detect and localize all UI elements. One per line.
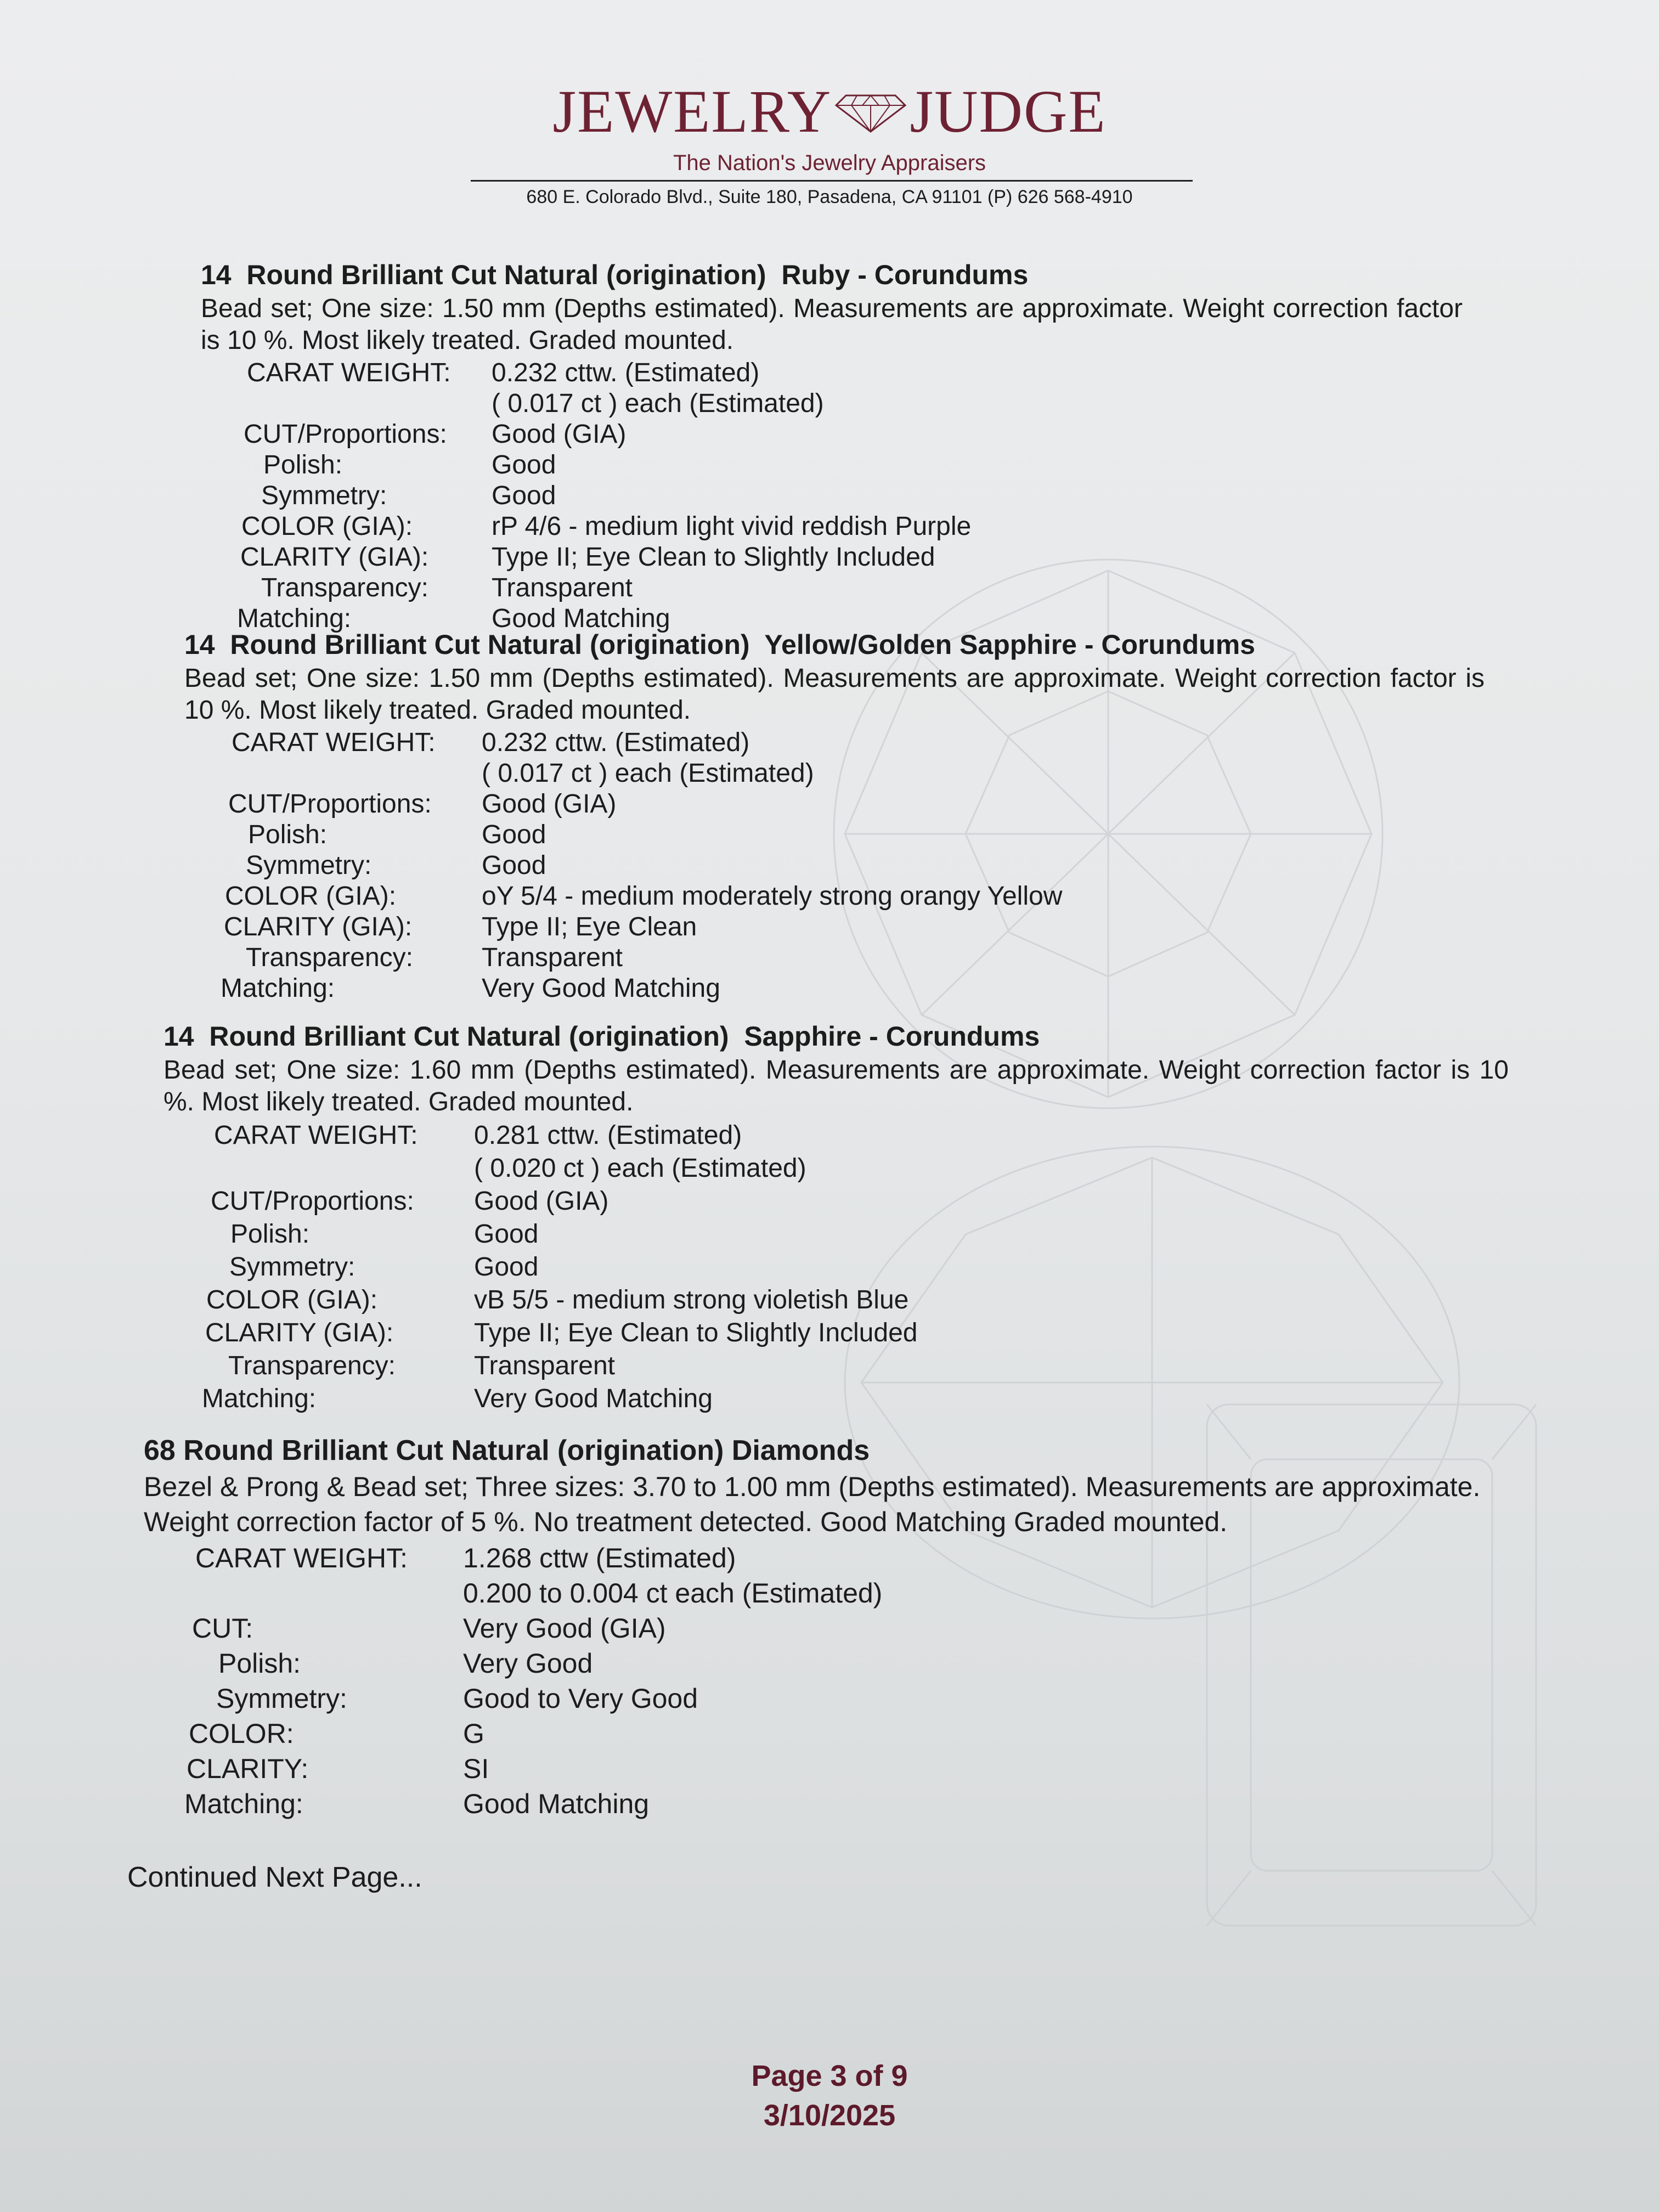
tagline: The Nation's Jewelry Appraisers xyxy=(673,151,986,175)
value-clarity: Type II; Eye Clean to Slightly Included xyxy=(474,1318,918,1347)
value-transparency: Transparent xyxy=(474,1351,616,1380)
label-blank xyxy=(184,758,482,789)
label-blank xyxy=(163,1152,474,1185)
page-number: Page 3 of 9 xyxy=(751,2059,908,2092)
value-color: vB 5/5 - medium strong violetish Blue xyxy=(474,1285,909,1314)
value-clarity: SI xyxy=(463,1753,489,1784)
label-transparency: Transparency: xyxy=(228,1351,396,1380)
company-address: 680 E. Colorado Blvd., Suite 180, Pasadena, CA 91101 (P) 626 568-4910 xyxy=(526,187,1133,207)
value-color: rP 4/6 - medium light vivid reddish Purple xyxy=(492,512,972,541)
label-polish: Polish: xyxy=(263,450,343,479)
label-symmetry: Symmetry: xyxy=(246,851,372,880)
value-transparency: Transparent xyxy=(482,943,623,972)
gem-section-diamonds xyxy=(144,1434,1510,1821)
logo-text-left: JEWELRY xyxy=(552,78,832,145)
value-clarity: Type II; Eye Clean xyxy=(482,912,697,941)
label-blank xyxy=(201,388,492,419)
value-carat-weight: 0.232 cttw. (Estimated) xyxy=(492,358,760,387)
section-title: 68 Round Brilliant Cut Natural (origination) Diamonds xyxy=(144,1435,870,1466)
logo-text-right: JUDGE xyxy=(910,78,1107,145)
section-title: 14 Round Brilliant Cut Natural (origination) Ruby - Corundums xyxy=(201,259,1029,290)
label-transparency: Transparency: xyxy=(246,943,414,972)
label-clarity: CLARITY (GIA): xyxy=(224,912,413,941)
label-matching: Matching: xyxy=(221,974,335,1003)
section-description: Bead set; One size: 1.60 mm (Depths estimated). Measurements are approximate. Weight correction factor is 10 %. Most likely treated. Graded mounted. xyxy=(163,1056,1509,1116)
label-matching: Matching: xyxy=(184,1788,303,1819)
value-symmetry: Good xyxy=(474,1252,539,1282)
label-clarity: CLARITY (GIA): xyxy=(205,1318,394,1347)
header-rule xyxy=(471,180,1193,182)
label-carat-weight: CARAT WEIGHT: xyxy=(195,1543,408,1573)
value-color: oY 5/4 - medium moderately strong orangy Yellow xyxy=(482,882,1063,911)
label-cut: CUT/Proportions: xyxy=(228,789,432,819)
label-polish: Polish: xyxy=(218,1648,301,1679)
label-matching: Matching: xyxy=(237,604,352,633)
value-each-weight: 0.200 to 0.004 ct each (Estimated) xyxy=(463,1578,883,1609)
value-carat-weight: 0.281 cttw. (Estimated) xyxy=(474,1121,742,1150)
label-clarity: CLARITY (GIA): xyxy=(240,543,429,572)
section-description: Bead set; One size: 1.50 mm (Depths estimated). Measurements are approximate. Weight correction factor is 10 %. Most likely treated. Graded mounted. xyxy=(201,294,1463,355)
gem-section-ruby xyxy=(201,259,1463,634)
value-cut: Good (GIA) xyxy=(474,1187,609,1216)
letterhead xyxy=(0,77,1659,176)
label-polish: Polish: xyxy=(248,820,328,849)
value-cut: Good (GIA) xyxy=(482,789,617,819)
label-symmetry: Symmetry: xyxy=(229,1252,356,1282)
report-date: 3/10/2025 xyxy=(763,2099,896,2132)
value-matching: Good Matching xyxy=(463,1788,650,1819)
value-symmetry: Good xyxy=(482,851,546,880)
label-matching: Matching: xyxy=(202,1384,317,1413)
label-color: COLOR: xyxy=(189,1718,294,1749)
value-polish: Good xyxy=(492,450,556,479)
label-cut: CUT: xyxy=(192,1613,253,1644)
value-matching: Good Matching xyxy=(492,604,670,633)
section-description: Bead set; One size: 1.50 mm (Depths estimated). Measurements are approximate. Weight correction factor is 10 %. Most likely treated. Graded mounted. xyxy=(184,664,1485,725)
value-carat-weight: 1.268 cttw (Estimated) xyxy=(463,1543,736,1573)
label-transparency: Transparency: xyxy=(261,573,429,602)
label-carat-weight: CARAT WEIGHT: xyxy=(232,728,436,757)
property-list xyxy=(163,1119,1509,1415)
property-list xyxy=(184,727,1485,1004)
value-each-weight: ( 0.020 ct ) each (Estimated) xyxy=(474,1154,806,1183)
value-matching: Very Good Matching xyxy=(474,1384,713,1413)
value-transparency: Transparent xyxy=(492,573,633,602)
label-carat-weight: CARAT WEIGHT: xyxy=(247,358,451,387)
label-polish: Polish: xyxy=(230,1220,310,1249)
value-cut: Very Good (GIA) xyxy=(463,1613,666,1644)
diamond-icon xyxy=(835,90,906,134)
property-list xyxy=(144,1541,1510,1821)
value-polish: Very Good xyxy=(463,1648,593,1679)
value-symmetry: Good xyxy=(492,481,556,510)
label-color: COLOR (GIA): xyxy=(241,512,413,541)
gem-section-blue-sapphire xyxy=(163,1020,1509,1415)
label-color: COLOR (GIA): xyxy=(225,882,397,911)
value-each-weight: ( 0.017 ct ) each (Estimated) xyxy=(482,759,814,788)
section-title: 14 Round Brilliant Cut Natural (origination) Sapphire - Corundums xyxy=(163,1021,1040,1052)
continued-note: Continued Next Page... xyxy=(127,1861,422,1893)
value-each-weight: ( 0.017 ct ) each (Estimated) xyxy=(492,389,824,418)
value-polish: Good xyxy=(482,820,546,849)
label-cut: CUT/Proportions: xyxy=(244,420,447,449)
value-clarity: Type II; Eye Clean to Slightly Included xyxy=(492,543,935,572)
label-blank xyxy=(144,1576,463,1611)
company-logo xyxy=(0,77,1659,146)
label-clarity: CLARITY: xyxy=(187,1753,309,1784)
value-matching: Very Good Matching xyxy=(482,974,720,1003)
label-symmetry: Symmetry: xyxy=(261,481,387,510)
value-symmetry: Good to Very Good xyxy=(463,1683,698,1714)
gem-section-yellow-sapphire xyxy=(184,629,1485,1004)
value-carat-weight: 0.232 cttw. (Estimated) xyxy=(482,728,750,757)
label-cut: CUT/Proportions: xyxy=(211,1187,414,1216)
property-list xyxy=(201,358,1463,634)
label-symmetry: Symmetry: xyxy=(216,1683,347,1714)
value-polish: Good xyxy=(474,1220,539,1249)
label-carat-weight: CARAT WEIGHT: xyxy=(214,1121,418,1150)
value-color: G xyxy=(463,1718,484,1749)
value-cut: Good (GIA) xyxy=(492,420,627,449)
section-title: 14 Round Brilliant Cut Natural (origination) Yellow/Golden Sapphire - Corundums xyxy=(184,629,1255,660)
page-footer xyxy=(0,2056,1659,2135)
label-color: COLOR (GIA): xyxy=(206,1285,378,1314)
section-description: Bezel & Prong & Bead set; Three sizes: 3.70 to 1.00 mm (Depths estimated). Measurements are approximate. Weight correction factor of 5 %. No treatment detected. Good Matching Graded mounted. xyxy=(144,1471,1481,1537)
